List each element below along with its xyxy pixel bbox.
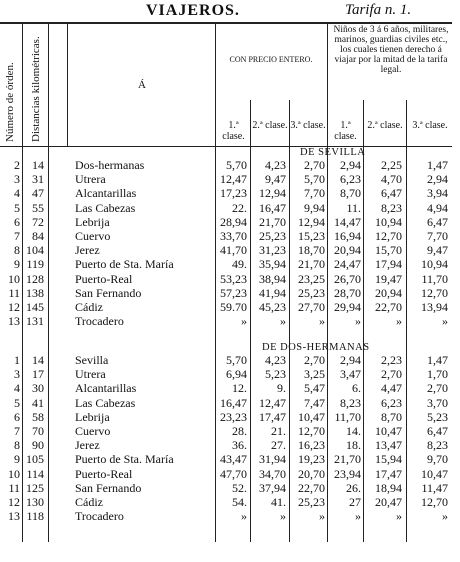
header-p1: 1.ª clase. [222, 120, 245, 142]
cell-km: 17 [32, 367, 44, 382]
cell-m3: 1,70 [427, 367, 448, 382]
cell-km: 90 [32, 438, 44, 453]
cell-destination: San Fernando [75, 480, 142, 495]
table-row [0, 367, 460, 380]
cell-m1: 2,94 [340, 353, 361, 367]
cell-m3: 12,70 [421, 495, 448, 509]
cell-p2: 31,94 [259, 452, 286, 467]
cell-m1: 16,94 [334, 229, 361, 243]
col-divider-rule [67, 22, 68, 146]
cell-p1: 57,23 [220, 285, 247, 300]
cell-m3: 11,70 [421, 271, 448, 286]
cell-p1: 43,47 [220, 452, 247, 467]
cell-destination: Utrera [75, 367, 106, 382]
cell-km: 14 [32, 158, 44, 172]
cell-p1: 28,94 [220, 214, 247, 229]
cell-m1: 24,47 [334, 257, 361, 272]
tarifa-label: Tarifa n. 1. [345, 2, 412, 18]
header-precio-entero: CON PRECIO ENTERO. [229, 55, 313, 64]
cell-m3: 9,47 [427, 243, 448, 258]
cell-m2: 22,70 [375, 300, 402, 314]
cell-p3: 21,70 [298, 257, 325, 272]
cell-p2: 5,23 [265, 367, 286, 382]
cell-orden: 11 [8, 285, 20, 300]
cell-p2: » [280, 509, 286, 524]
cell-m3: 10,47 [421, 466, 448, 481]
cell-destination: San Fernando [75, 285, 142, 300]
cell-orden: 5 [14, 200, 20, 215]
cell-m2: 2,70 [381, 367, 402, 382]
cell-p1: 12,47 [220, 172, 247, 187]
cell-p3: 10,47 [298, 409, 325, 424]
table-row [0, 257, 460, 270]
header-m2: 2.ª clase. [367, 120, 403, 131]
cell-destination: Cádiz [75, 300, 103, 314]
cell-m2: 2,25 [381, 158, 402, 172]
cell-km: 131 [26, 314, 44, 329]
cell-m3: 1,47 [427, 158, 448, 172]
cell-destination: Sevilla [75, 353, 109, 367]
cell-km: 130 [26, 495, 44, 509]
table-row [0, 243, 460, 256]
cell-km: 125 [26, 480, 44, 495]
cell-p3: 3,25 [304, 367, 325, 382]
cell-km: 138 [26, 285, 44, 300]
cell-p1: 33,70 [220, 229, 247, 243]
cell-destination: Cuervo [75, 229, 111, 243]
cell-orden: 13 [8, 314, 20, 329]
cell-p2: 12,94 [259, 186, 286, 201]
cell-destination: Las Cabezas [75, 200, 136, 215]
cell-p3: 5,47 [304, 381, 325, 396]
cell-m2: 13,47 [375, 438, 402, 453]
cell-m1: 11. [346, 200, 361, 215]
cell-destination: Las Cabezas [75, 395, 136, 410]
cell-m1: 26,70 [334, 271, 361, 286]
cell-p2: 21. [271, 424, 286, 438]
cell-km: 119 [26, 257, 44, 272]
table-row [0, 410, 460, 423]
cell-destination: Cuervo [75, 424, 111, 438]
cell-p1: » [241, 314, 247, 329]
cell-p1: 53,23 [220, 271, 247, 286]
cell-p3: 20,70 [298, 466, 325, 481]
cell-orden: 4 [14, 186, 20, 201]
table-row [0, 272, 460, 285]
table-row [0, 452, 460, 465]
cell-destination: Jerez [75, 243, 100, 258]
cell-km: 58 [32, 409, 44, 424]
table-row [0, 438, 460, 451]
cell-m2: » [396, 509, 402, 524]
cell-destination: Utrera [75, 172, 106, 187]
cell-m3: 5,23 [427, 409, 448, 424]
cell-km: 47 [32, 186, 44, 201]
cell-m1: 8,23 [340, 395, 361, 410]
cell-p2: 9. [277, 381, 286, 396]
table-row [0, 300, 460, 313]
cell-km: 118 [26, 509, 44, 524]
table-row [0, 229, 460, 242]
header-orden: Número de órden. [4, 62, 16, 142]
cell-p3: 15,23 [298, 229, 325, 243]
header-m3: 3.ª clase. [412, 120, 448, 131]
cell-m1: » [355, 314, 361, 329]
cell-km: 114 [26, 466, 44, 481]
cell-p2: 21,70 [259, 214, 286, 229]
cell-p1: 6,94 [226, 367, 247, 382]
table-row [0, 481, 460, 494]
cell-p1: 28. [232, 424, 247, 438]
table-row [0, 396, 460, 409]
cell-km: 145 [26, 300, 44, 314]
cell-p3: 18,70 [298, 243, 325, 258]
cell-destination: Lebrija [75, 214, 110, 229]
cell-km: 31 [32, 172, 44, 187]
cell-p3: 22,70 [298, 480, 325, 495]
cell-p3: 27,70 [298, 300, 325, 314]
cell-km: 105 [26, 452, 44, 467]
cell-orden: 10 [8, 466, 20, 481]
cell-destination: Lebrija [75, 409, 110, 424]
cell-m1: 11,70 [334, 409, 361, 424]
cell-km: 70 [32, 424, 44, 438]
cell-km: 41 [32, 395, 44, 410]
table-row [0, 201, 460, 214]
cell-orden: 7 [14, 229, 20, 243]
cell-orden: 10 [8, 271, 20, 286]
cell-m2: 8,23 [381, 200, 402, 215]
cell-p3: 2,70 [304, 158, 325, 172]
cell-orden: 9 [14, 257, 20, 272]
cell-orden: 11 [8, 480, 20, 495]
cell-p2: 16,47 [259, 200, 286, 215]
cell-m2: 10,47 [375, 424, 402, 438]
table-row [0, 509, 460, 522]
cell-m3: 2,70 [427, 381, 448, 396]
cell-p3: 2,70 [304, 353, 325, 367]
cell-destination: Puerto-Real [75, 271, 133, 286]
cell-p2: 25,23 [259, 229, 286, 243]
cell-p2: 34,70 [259, 466, 286, 481]
table-row [0, 353, 460, 366]
cell-m2: 20,47 [375, 495, 402, 509]
cell-p3: 12,70 [298, 424, 325, 438]
cell-p2: 12,47 [259, 395, 286, 410]
cell-p1: 12. [232, 381, 247, 396]
cell-p2: 4,23 [265, 353, 286, 367]
cell-destination: Puerto de Sta. María [75, 257, 174, 272]
cell-orden: 5 [14, 395, 20, 410]
header-p2: 2.ª clase. [252, 120, 288, 131]
cell-m3: 3,70 [427, 395, 448, 410]
cell-km: 55 [32, 200, 44, 215]
cell-m3: 3,94 [427, 186, 448, 201]
cell-orden: 8 [14, 438, 20, 453]
page-title: VIAJEROS. [146, 2, 240, 19]
table-row [0, 158, 460, 171]
cell-m2: » [396, 314, 402, 329]
cell-m2: 4,47 [381, 381, 402, 396]
header-m1: 1.ª clase. [334, 120, 357, 142]
cell-km: 14 [32, 353, 44, 367]
cell-km: 84 [32, 229, 44, 243]
cell-m3: 9,70 [427, 452, 448, 467]
cell-m3: 4,94 [427, 200, 448, 215]
cell-m3: 11,47 [421, 480, 448, 495]
cell-p1: 59.70 [220, 300, 247, 314]
table-row [0, 381, 460, 394]
header-a: Á [138, 79, 146, 91]
cell-m1: 18. [346, 438, 361, 453]
cell-p1: 54. [232, 495, 247, 509]
cell-orden: 6 [14, 409, 20, 424]
cell-orden: 13 [8, 509, 20, 524]
cell-p2: 17,47 [259, 409, 286, 424]
cell-p2: 27. [271, 438, 286, 453]
cell-orden: 7 [14, 424, 20, 438]
cell-p1: 17,23 [220, 186, 247, 201]
cell-m2: 17,94 [375, 257, 402, 272]
cell-km: 72 [32, 214, 44, 229]
table-row [0, 424, 460, 437]
cell-m3: 1,47 [427, 353, 448, 367]
cell-m3: 2,94 [427, 172, 448, 187]
cell-p2: 41,94 [259, 285, 286, 300]
cell-p3: » [319, 314, 325, 329]
cell-destination: Alcantarillas [75, 381, 137, 396]
cell-p1: 41,70 [220, 243, 247, 258]
cell-p1: 16,47 [220, 395, 247, 410]
cell-m3: 6,47 [427, 214, 448, 229]
cell-p2: 9,47 [265, 172, 286, 187]
cell-m3: 8,23 [427, 438, 448, 453]
cell-p3: 7,70 [304, 186, 325, 201]
cell-m1: » [355, 509, 361, 524]
cell-m1: 6,23 [340, 172, 361, 187]
table-row [0, 172, 460, 185]
cell-m2: 17,47 [375, 466, 402, 481]
header-distancias: Distancias kilométricas. [30, 36, 42, 142]
table-row [0, 186, 460, 199]
cell-p1: 5,70 [226, 158, 247, 172]
cell-orden: 3 [14, 367, 20, 382]
cell-destination: Puerto-Real [75, 466, 133, 481]
cell-p2: 4,23 [265, 158, 286, 172]
cell-m2: 18,94 [375, 480, 402, 495]
header-ninos-note: Niños de 3 á 6 años, militares, marinos, guardias civiles etc., los cuales tienen derecho á viajar por la mitad de la tarifa legal. [333, 25, 449, 75]
table-row [0, 314, 460, 327]
cell-m1: 3,47 [340, 367, 361, 382]
cell-p3: 12,94 [298, 214, 325, 229]
cell-m3: » [442, 314, 448, 329]
cell-p3: 19,23 [298, 452, 325, 467]
cell-destination: Trocadero [75, 314, 124, 329]
cell-m2: 2,23 [381, 353, 402, 367]
cell-m1: 29,94 [334, 300, 361, 314]
cell-m3: 6,47 [427, 424, 448, 438]
cell-m1: 14,47 [334, 214, 361, 229]
cell-km: 128 [26, 271, 44, 286]
cell-p3: » [319, 509, 325, 524]
cell-orden: 8 [14, 243, 20, 258]
cell-m2: 6,47 [381, 186, 402, 201]
cell-p3: 23,25 [298, 271, 325, 286]
table-row [0, 467, 460, 480]
cell-m1: 20,94 [334, 243, 361, 258]
cell-p2: 38,94 [259, 271, 286, 286]
cell-m3: 12,70 [421, 285, 448, 300]
cell-m1: 28,70 [334, 285, 361, 300]
cell-m2: 15,70 [375, 243, 402, 258]
cell-m3: 13,94 [421, 300, 448, 314]
cell-m1: 6. [352, 381, 361, 396]
table-row [0, 286, 460, 299]
cell-m1: 27 [349, 495, 361, 509]
cell-km: 104 [26, 243, 44, 258]
cell-m2: 20,94 [375, 285, 402, 300]
cell-m2: 12,70 [375, 229, 402, 243]
section-title: DE SEVILLA [300, 147, 366, 158]
cell-m2: 10,94 [375, 214, 402, 229]
cell-p1: 52. [232, 480, 247, 495]
cell-p3: 9,94 [304, 200, 325, 215]
cell-p3: 7,47 [304, 395, 325, 410]
cell-p2: 41. [271, 495, 286, 509]
cell-m1: 2,94 [340, 158, 361, 172]
cell-m3: 10,94 [421, 257, 448, 272]
cell-p3: 5,70 [304, 172, 325, 187]
cell-p1: 47,70 [220, 466, 247, 481]
section-title: DE DOS-HERMANAS [262, 342, 370, 353]
cell-orden: 1 [14, 353, 20, 367]
header-p3: 3.ª clase. [290, 120, 326, 131]
cell-destination: Jerez [75, 438, 100, 453]
cell-m3: » [442, 509, 448, 524]
cell-orden: 2 [14, 158, 20, 172]
cell-orden: 4 [14, 381, 20, 396]
cell-p1: 23,23 [220, 409, 247, 424]
cell-p2: » [280, 314, 286, 329]
cell-p2: 35,94 [259, 257, 286, 272]
cell-destination: Dos-hermanas [75, 158, 145, 172]
cell-m1: 26. [346, 480, 361, 495]
cell-destination: Puerto de Sta. María [75, 452, 174, 467]
table-row [0, 215, 460, 228]
cell-p1: 22. [232, 200, 247, 215]
cell-km: 30 [32, 381, 44, 396]
cell-m2: 6,23 [381, 395, 402, 410]
rule-header-bottom [0, 146, 452, 147]
cell-p1: » [241, 509, 247, 524]
cell-p2: 45,23 [259, 300, 286, 314]
cell-p2: 31,23 [259, 243, 286, 258]
cell-orden: 9 [14, 452, 20, 467]
cell-orden: 12 [8, 495, 20, 509]
cell-p1: 49. [232, 257, 247, 272]
cell-destination: Alcantarillas [75, 186, 137, 201]
cell-m2: 8,70 [381, 409, 402, 424]
cell-m2: 15,94 [375, 452, 402, 467]
cell-m2: 4,70 [381, 172, 402, 187]
cell-m1: 21,70 [334, 452, 361, 467]
cell-p2: 37,94 [259, 480, 286, 495]
cell-destination: Cádiz [75, 495, 103, 509]
cell-p3: 25,23 [298, 495, 325, 509]
cell-destination: Trocadero [75, 509, 124, 524]
cell-m1: 23,94 [334, 466, 361, 481]
cell-m3: 7,70 [427, 229, 448, 243]
cell-p1: 5,70 [226, 353, 247, 367]
cell-m1: 14. [346, 424, 361, 438]
cell-orden: 3 [14, 172, 20, 187]
cell-m2: 19,47 [375, 271, 402, 286]
cell-p1: 36. [232, 438, 247, 453]
cell-orden: 12 [8, 300, 20, 314]
cell-p3: 25,23 [298, 285, 325, 300]
cell-orden: 6 [14, 214, 20, 229]
table-row [0, 495, 460, 508]
cell-p3: 16,23 [298, 438, 325, 453]
cell-m1: 8,70 [340, 186, 361, 201]
